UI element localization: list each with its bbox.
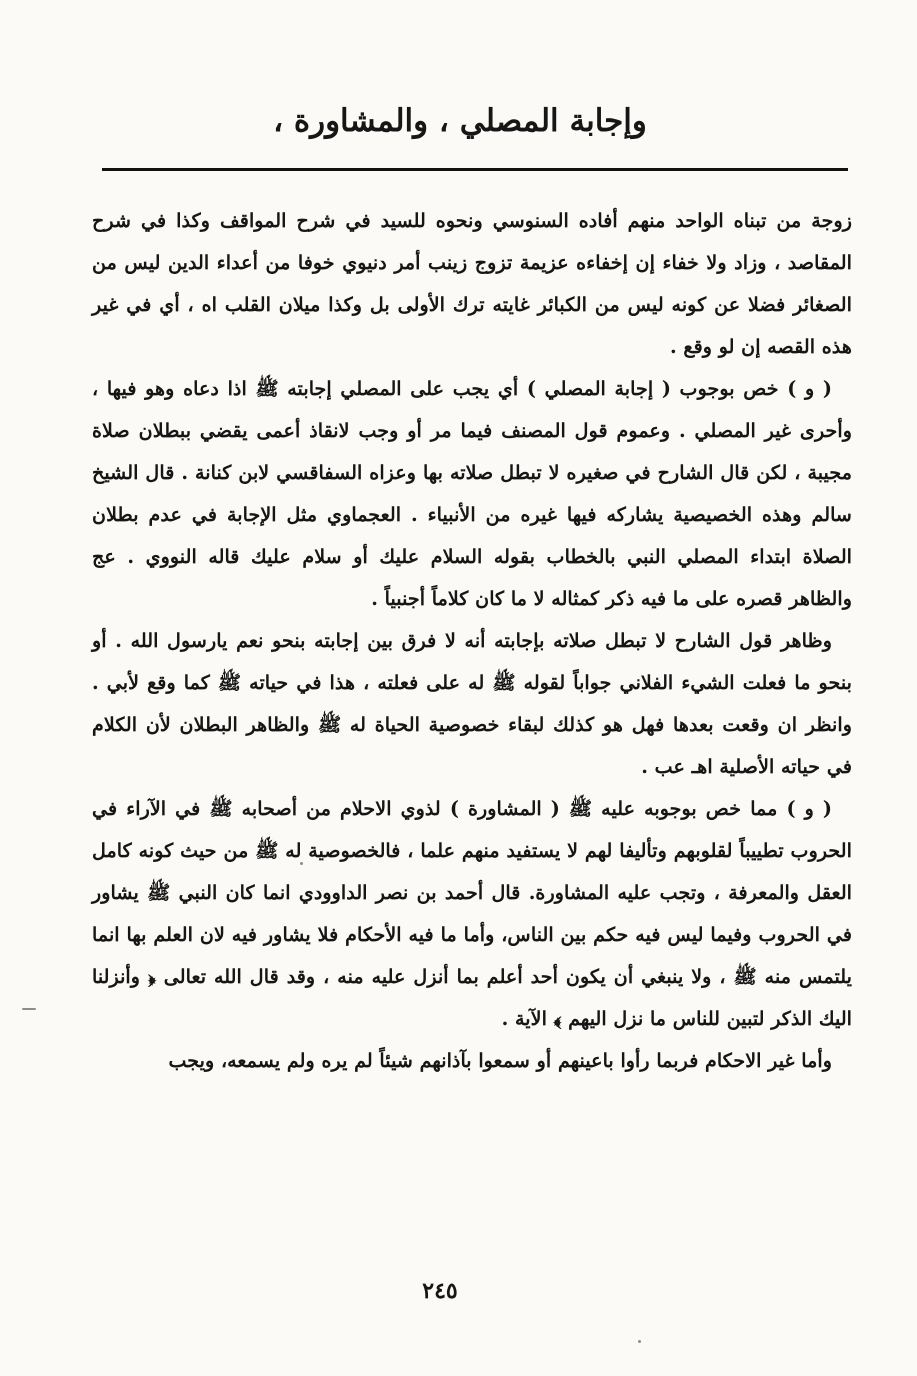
scan-speck [638,1340,641,1343]
page-header-title: وإجابة المصلي ، والمشاورة ، [273,103,647,139]
scan-speck [22,1008,36,1010]
header-divider [102,168,848,171]
paragraph-5: وأما غير الاحكام فربما رأوا باعينهم أو سمعوا بآذانهم شيئاً لم يره ولم يسمعه، ويجب [168,1049,832,1072]
paragraph-4: ( و ) مما خص بوجوبه عليه ﷺ ( المشاورة ) لذوي الاحلام من أصحابه ﷺ في الآراء في الحروب تطييباً لقلوبهم وتأليفا لهم لا يستفيد منهم علما ، فالخصوصية له ﷺ من حيث كونه كامل العقل والمعرفة ، وتجب عليه المشاورة. قال أحمد بن نصر الداوودي انما كان النبي ﷺ يشاور في الحروب وفيما ليس فيه حكم بين الناس، وأما ما فيه الأحكام فلا يشاور فيه لان العلم بها انما يلتمس منه ﷺ ، ولا ينبغي أن يكون أحد أعلم بما أنزل عليه منه ، وقد قال الله تعالى ﴿ وأنزلنا اليك الذكر لتبين للناس ما نزل اليهم ﴾ الآية . [92,797,852,1030]
paragraph-3: وظاهر قول الشارح لا تبطل صلاته بإجابته أنه لا فرق بين إجابته بنحو نعم يارسول الله . أو بنحو ما فعلت الشيء الفلاني جواباً لقوله ﷺ له على فعلته ، هذا في حياته ﷺ كما وقع لأبي . وانظر ان وقعت بعدها فهل هو كذلك لبقاء خصوصية الحياة له ﷺ والظاهر البطلان لأن الكلام في حياته الأصلية اهـ عب . [92,629,852,778]
body-text [92,200,852,1082]
scan-speck [300,862,303,865]
paragraph-2: ( و ) خص بوجوب ( إجابة المصلي ) أي يجب على المصلي إجابته ﷺ اذا دعاه وهو فيها ، وأحرى غير المصلي . وعموم قول المصنف فيما مر أو وجب لانقاذ أعمى يقضي ببطلان صلاة مجيبة ، لكن قال الشارح في صغيره لا تبطل صلاته بها وعزاه السفاقسي لابن كنانة . قال الشيخ سالم وهذه الخصيصية يشاركه فيها غيره من الأنبياء . العجماوي مثل الإجابة في عدم بطلان الصلاة ابتداء المصلي النبي بالخطاب بقوله السلام عليك أو سلام عليك قاله النووي . عج والظاهر قصره على ما فيه ذكر كمثاله لا ما كان كلاماً أجنبياً . [92,377,852,610]
page-number: ٢٤٥ [422,1278,458,1304]
paragraph-1: زوجة من تبناه الواحد منهم أفاده السنوسي ونحوه للسيد في شرح المواقف وكذا في شرح المقاصد ، وزاد ولا خفاء إن إخفاءه عزيمة تزوج زينب أمر دنيوي خوفا من أعداء الدين ليس من الصغائر فضلا عن كونه ليس من الكبائر غايته ترك الأولى بل وكذا ميلان القلب اه ، أي في غير هذه القصه إن لو وقع . [92,209,852,358]
